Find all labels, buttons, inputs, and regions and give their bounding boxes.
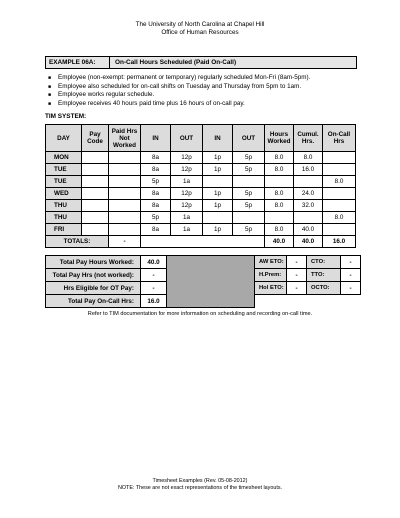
cell-day: THU — [46, 212, 82, 224]
cell: 24.0 — [294, 188, 323, 200]
cell — [82, 176, 109, 188]
col-header-paid-not-worked: Paid Hrs Not Worked — [109, 125, 141, 152]
cell — [109, 188, 141, 200]
tto-value: - — [341, 269, 361, 282]
bullet-item — [48, 91, 368, 100]
cell — [233, 212, 265, 224]
summary-gray-block — [167, 256, 255, 308]
hrs-eligible-ot-label: Hrs Eligible for OT Pay: — [46, 282, 141, 295]
cell: 8.0 — [323, 212, 356, 224]
total-pay-on-call-label: Total Pay On-Call Hrs: — [46, 295, 141, 308]
col-header-cumul-hrs: Cumul. Hrs. — [294, 125, 323, 152]
cell — [233, 176, 265, 188]
cell — [323, 152, 356, 164]
hol-eto-value: - — [287, 282, 307, 295]
cell: 5p — [233, 188, 265, 200]
cell — [109, 152, 141, 164]
col-header-day: DAY — [46, 125, 82, 152]
cell — [323, 200, 356, 212]
cell: 8a — [141, 164, 171, 176]
cell: 5p — [141, 212, 171, 224]
cell: 5p — [233, 152, 265, 164]
tim-system-label: TIM SYSTEM: — [45, 113, 87, 120]
cell: 5p — [233, 200, 265, 212]
cell — [294, 212, 323, 224]
cell: 5p — [233, 164, 265, 176]
cell — [82, 152, 109, 164]
cell: 8.0 — [265, 152, 294, 164]
cell-day: MON — [46, 152, 82, 164]
bullet-text: Employee (non-exempt: permanent or temporary) regularly scheduled Mon-Fri (8am-5pm). — [58, 74, 311, 81]
cell — [265, 176, 294, 188]
octo-label: OCTO: — [307, 282, 341, 295]
h-prem-label: H.Prem: — [255, 269, 287, 282]
cell: 12p — [171, 152, 203, 164]
cell — [294, 176, 323, 188]
cell: 8.0 — [265, 188, 294, 200]
cell: 1p — [203, 224, 233, 236]
cell — [109, 224, 141, 236]
summary-table — [45, 255, 361, 308]
cell: 8a — [141, 224, 171, 236]
col-header-in: IN — [203, 125, 233, 152]
cell: 1a — [171, 212, 203, 224]
example-title-box — [45, 56, 357, 69]
table-row — [46, 152, 356, 164]
bullet-icon: ■ — [48, 83, 52, 90]
cell: 5p — [233, 224, 265, 236]
cell-day: THU — [46, 200, 82, 212]
cell — [323, 224, 356, 236]
table-row — [46, 224, 356, 236]
example-code: EXAMPLE 06A: — [46, 57, 110, 68]
cell: 8a — [141, 152, 171, 164]
table-row — [46, 200, 356, 212]
hrs-eligible-ot-value: - — [141, 282, 167, 295]
tim-header-row — [46, 125, 356, 152]
table-row — [46, 188, 356, 200]
col-header-out: OUT — [233, 125, 265, 152]
totals-paid-not-worked: - — [109, 236, 141, 248]
aw-eto-value: - — [287, 256, 307, 269]
cell — [109, 200, 141, 212]
col-header-on-call-hrs: On-Call Hrs — [323, 125, 356, 152]
cell: 40.0 — [294, 224, 323, 236]
total-pay-hrs-not-worked-label: Total Pay Hrs (not worked): — [46, 269, 141, 282]
cell: 8.0 — [265, 200, 294, 212]
totals-on-call: 16.0 — [323, 236, 356, 248]
cell: 1p — [203, 188, 233, 200]
bullet-item — [48, 100, 368, 109]
cell-day: WED — [46, 188, 82, 200]
totals-cumul: 40.0 — [294, 236, 323, 248]
cell — [109, 164, 141, 176]
totals-label: TOTALS: — [46, 236, 109, 248]
bullet-item — [48, 74, 368, 83]
cell: 8a — [141, 200, 171, 212]
col-header-in: IN — [141, 125, 171, 152]
totals-row — [46, 236, 356, 248]
col-header-hours-worked: Hours Worked — [265, 125, 294, 152]
bullet-text: Employee also scheduled for on-call shifts on Tuesday and Thursday from 5pm to 1am. — [58, 82, 302, 90]
cell — [82, 164, 109, 176]
cell-day: TUE — [46, 176, 82, 188]
cell-day: FRI — [46, 224, 82, 236]
footer-revision: Timesheet Examples (Rev. 05-08-2012) — [152, 478, 248, 484]
cell: 8.0 — [265, 164, 294, 176]
table-row — [46, 164, 356, 176]
cell-day: TUE — [46, 164, 82, 176]
cell: 8.0 — [265, 224, 294, 236]
cell — [82, 212, 109, 224]
tim-table — [45, 124, 356, 248]
cell — [82, 200, 109, 212]
cell — [82, 224, 109, 236]
bullet-item — [48, 83, 368, 92]
cell: 12p — [171, 164, 203, 176]
cell: 8a — [141, 188, 171, 200]
cell — [323, 164, 356, 176]
col-header-pay-code: Pay Code — [82, 125, 109, 152]
cell: 1a — [171, 224, 203, 236]
scenario-bullets — [48, 74, 368, 109]
cell: 1p — [203, 152, 233, 164]
totals-hours-worked: 40.0 — [265, 236, 294, 248]
bullet-icon: ■ — [48, 101, 52, 108]
cell — [109, 212, 141, 224]
cell — [323, 188, 356, 200]
tto-label: TTO: — [307, 269, 341, 282]
h-prem-value: - — [287, 269, 307, 282]
cell: 1a — [171, 176, 203, 188]
cell: 12p — [171, 188, 203, 200]
header-university: The University of North Carolina at Chapel Hill — [135, 21, 265, 28]
cell — [203, 212, 233, 224]
cell — [203, 176, 233, 188]
bullet-icon: ■ — [48, 92, 52, 99]
cell: 32.0 — [294, 200, 323, 212]
cell — [109, 176, 141, 188]
table-row — [46, 176, 356, 188]
bullet-icon: ■ — [48, 75, 52, 81]
cell: 5p — [141, 176, 171, 188]
cell: 12p — [171, 200, 203, 212]
table-row — [46, 212, 356, 224]
cell: 16.0 — [294, 164, 323, 176]
total-pay-hours-worked-label: Total Pay Hours Worked: — [46, 256, 141, 269]
cell — [265, 212, 294, 224]
aw-eto-label: AW ETO: — [255, 256, 287, 269]
cell: 1p — [203, 200, 233, 212]
cell: 1p — [203, 164, 233, 176]
bullet-text: Employee receives 40 hours paid time plus 16 hours of on-call pay. — [58, 100, 245, 108]
example-title: On-Call Hours Scheduled (Paid On-Call) — [115, 59, 237, 66]
hol-eto-label: Hol ETO: — [255, 282, 287, 295]
cell: 8.0 — [323, 176, 356, 188]
cell: 8.0 — [294, 152, 323, 164]
total-pay-on-call-value: 16.0 — [141, 295, 167, 308]
total-pay-hrs-not-worked-value: - — [141, 269, 167, 282]
total-pay-hours-worked-value: 40.0 — [141, 256, 167, 269]
cto-label: CTO: — [307, 256, 341, 269]
header-office: Office of Human Resources — [161, 29, 239, 36]
bullet-text: Employee works regular schedule. — [58, 91, 155, 99]
tim-reference-note: Refer to TIM documentation for more information on scheduling and recording on-call time. — [87, 311, 313, 317]
col-header-out: OUT — [171, 125, 203, 152]
footer-note: NOTE: These are not exact representations of the timesheet layouts. — [117, 485, 283, 491]
summary-row — [46, 256, 361, 269]
cell — [82, 188, 109, 200]
totals-blank — [141, 236, 265, 248]
octo-value: - — [341, 282, 361, 295]
cto-value: - — [341, 256, 361, 269]
